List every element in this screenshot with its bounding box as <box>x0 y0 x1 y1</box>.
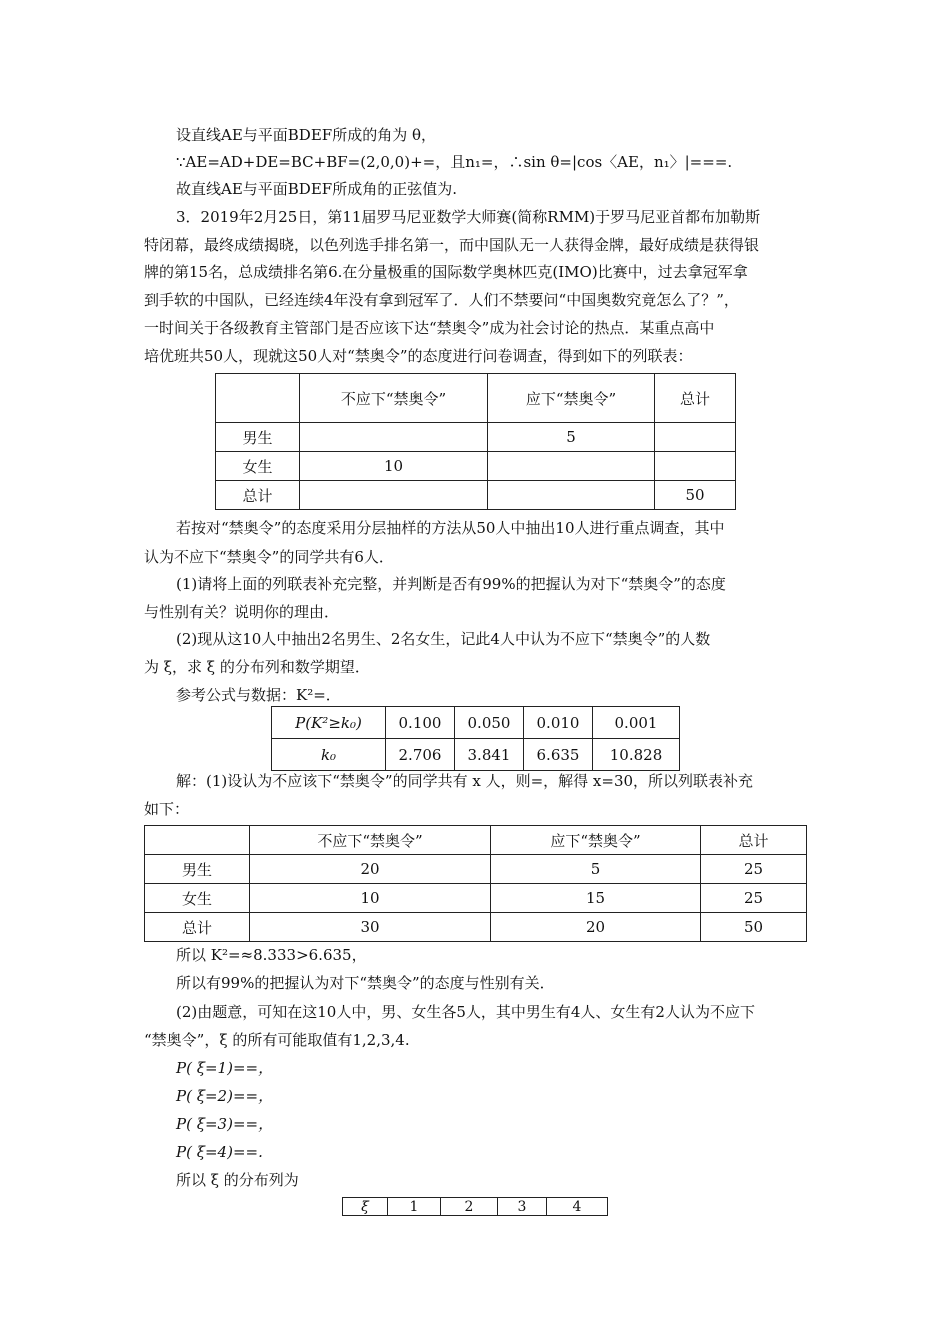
table-cell: ξ <box>343 1198 388 1216</box>
question-1-line: 与性别有关？说明你的理由． <box>144 603 340 621</box>
table-cell: 3.841 <box>455 739 524 771</box>
table-cell <box>216 374 300 423</box>
problem-3-line: 一时间关于各级教育主管部门是否应该下达“禁奥令”成为社会讨论的热点．某重点高中 <box>144 319 715 337</box>
table-cell: 50 <box>701 913 807 942</box>
table-cell <box>655 452 736 481</box>
probability-line: P( ξ=4)==. <box>176 1143 263 1161</box>
table-row <box>216 423 736 452</box>
reference-formula: 参考公式与数据：K²=． <box>176 686 341 704</box>
solution-line: 如下： <box>144 800 190 818</box>
solution-line: 所以有99%的把握认为对下“禁奥令”的态度与性别有关． <box>176 974 555 992</box>
table-cell <box>488 481 655 510</box>
table-cell: 5 <box>491 855 701 884</box>
table-row <box>145 855 807 884</box>
table-cell <box>145 826 250 855</box>
table-cell <box>488 452 655 481</box>
table-cell: 0.001 <box>593 707 680 739</box>
table-cell: 10 <box>300 452 488 481</box>
table-cell: 0.050 <box>455 707 524 739</box>
table-cell: 不应下“禁奥令” <box>250 826 491 855</box>
table-cell: 50 <box>655 481 736 510</box>
table-cell: 5 <box>488 423 655 452</box>
text-line: 设直线AE与平面BDEF所成的角为 θ， <box>176 126 436 144</box>
table-cell: 男生 <box>145 855 250 884</box>
question-2-line: 为 ξ，求 ξ 的分布列和数学期望． <box>144 658 370 676</box>
table-cell: 总计 <box>216 481 300 510</box>
table-cell: 25 <box>701 855 807 884</box>
text-line: 若按对“禁奥令”的态度采用分层抽样的方法从50人中抽出10人进行重点调查，其中 <box>176 519 725 537</box>
table-cell: 2.706 <box>386 739 455 771</box>
table-cell: P(K²≥k₀) <box>272 707 386 739</box>
table-cell: 0.100 <box>386 707 455 739</box>
question-1-line: (1)请将上面的列联表补充完整，并判断是否有99%的把握认为对下“禁奥令”的态度 <box>176 575 726 593</box>
table-row <box>272 739 680 771</box>
table-cell: 30 <box>250 913 491 942</box>
solution-line: (2)由题意，可知在这10人中，男、女生各5人，其中男生有4人、女生有2人认为不应下 <box>176 1003 755 1021</box>
table-cell: 10 <box>250 884 491 913</box>
problem-3-line: 牌的第15名，总成绩排名第6.在分量极重的国际数学奥林匹克(IMO)比赛中，过去拿冠军拿 <box>144 263 748 281</box>
solution-line: 所以 ξ 的分布列为 <box>176 1171 299 1189</box>
table-row <box>145 913 807 942</box>
text-line: ∵AE=AD+DE=BC+BF=(2,0,0)+=，且n₁=，∴sin θ=|cos〈AE，n₁〉|===. <box>176 153 733 171</box>
table-cell <box>300 481 488 510</box>
contingency-table-complete <box>144 825 807 942</box>
table-cell: 0.010 <box>524 707 593 739</box>
probability-line: P( ξ=3)==， <box>176 1115 274 1133</box>
distribution-table <box>342 1197 608 1216</box>
table-cell: 应下“禁奥令” <box>488 374 655 423</box>
table-row <box>343 1198 608 1216</box>
text-line: 认为不应下“禁奥令”的同学共有6人． <box>144 548 394 566</box>
critical-value-table <box>271 706 680 771</box>
solution-line: “禁奥令”，ξ 的所有可能取值有1,2,3,4. <box>144 1031 410 1049</box>
table-cell: 不应下“禁奥令” <box>300 374 488 423</box>
probability-line: P( ξ=2)==， <box>176 1087 274 1105</box>
table-header-row <box>216 374 736 423</box>
table-cell <box>300 423 488 452</box>
problem-3-line: 到手软的中国队，已经连续4年没有拿到冠军了．人们不禁要问“中国奥数究竟怎么了？”， <box>144 291 739 309</box>
contingency-table-blank <box>215 373 736 510</box>
table-cell: 2 <box>441 1198 498 1216</box>
table-cell: 20 <box>250 855 491 884</box>
table-row <box>272 707 680 739</box>
solution-line: 解：(1)设认为不应该下“禁奥令”的同学共有 x 人，则=，解得 x=30，所以列联表补充 <box>176 772 754 790</box>
table-cell: 女生 <box>145 884 250 913</box>
table-cell: 应下“禁奥令” <box>491 826 701 855</box>
probability-line: P( ξ=1)==， <box>176 1059 274 1077</box>
table-cell: 1 <box>388 1198 441 1216</box>
table-cell: 总计 <box>655 374 736 423</box>
table-cell: 15 <box>491 884 701 913</box>
text-line: 故直线AE与平面BDEF所成角的正弦值为. <box>176 180 457 198</box>
table-row <box>145 884 807 913</box>
problem-3-line: 特闭幕，最终成绩揭晓，以色列选手排名第一，而中国队无一人获得金牌，最好成绩是获得银 <box>144 236 760 254</box>
problem-3-line: 3．2019年2月25日，第11届罗马尼亚数学大师赛(简称RMM)于罗马尼亚首都布加勒斯 <box>176 208 761 226</box>
table-cell <box>655 423 736 452</box>
table-cell: k₀ <box>272 739 386 771</box>
solution-line: 所以 K²=≈8.333>6.635， <box>176 946 367 964</box>
table-cell: 总计 <box>145 913 250 942</box>
table-cell: 6.635 <box>524 739 593 771</box>
table-cell: 男生 <box>216 423 300 452</box>
question-2-line: (2)现从这10人中抽出2名男生、2名女生，记此4人中认为不应下“禁奥令”的人数 <box>176 630 711 648</box>
problem-3-line: 培优班共50人，现就这50人对“禁奥令”的态度进行问卷调查，得到如下的列联表： <box>144 347 693 365</box>
table-row <box>216 452 736 481</box>
table-cell: 4 <box>547 1198 608 1216</box>
table-cell: 25 <box>701 884 807 913</box>
table-cell: 10.828 <box>593 739 680 771</box>
table-cell: 20 <box>491 913 701 942</box>
table-header-row <box>145 826 807 855</box>
table-cell: 3 <box>498 1198 547 1216</box>
table-cell: 女生 <box>216 452 300 481</box>
table-row <box>216 481 736 510</box>
table-cell: 总计 <box>701 826 807 855</box>
